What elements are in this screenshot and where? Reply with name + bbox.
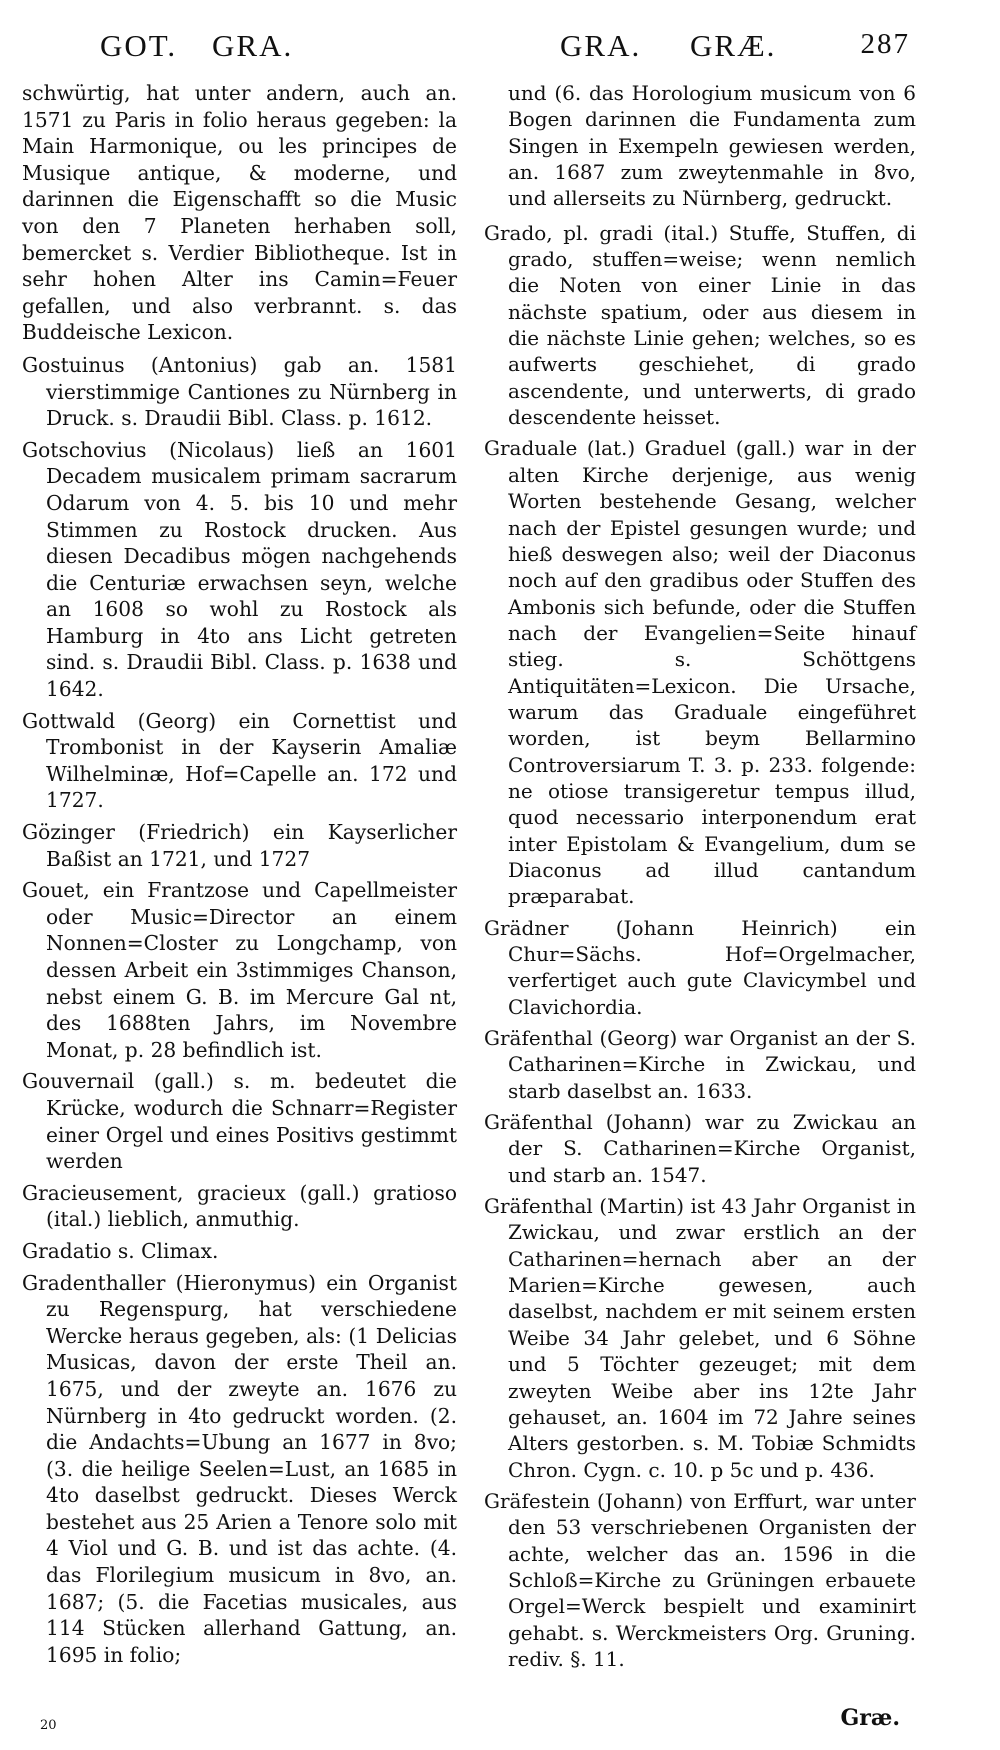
signature-mark: 20 xyxy=(40,1718,57,1733)
running-header xyxy=(90,28,910,70)
entry-grafenthal-georg: Gräfenthal (Georg) war Organist an der S. Catharinen=Kirche in Zwickau, und starb daselbst an. 1633. xyxy=(484,1026,916,1103)
header-left-word-2: GRA. xyxy=(212,28,294,63)
entry-gouet: Gouet, ein Frantzose und Capellmeister oder Music=Director an einem Nonnen=Closter zu Longchamp, von dessen Arbeit ein 3stimmiges Chanson, nebst einem G. B. im Mercure Gal nt, des 1688ten Jahrs, im Novembre Monat, p. 28 befindlich ist. xyxy=(22,878,457,1062)
entry-gostuinus: Gostuinus (Antonius) gab an. 1581 vierstimmige Cantiones zu Nürnberg in Druck. s. Draudii Bibl. Class. p. 1612. xyxy=(22,352,457,431)
page-number: 287 xyxy=(860,28,910,60)
header-left-word-1: GOT. xyxy=(100,28,178,63)
entry-gozinger: Gözinger (Friedrich) ein Kayserlicher Baßist an 1721, und 1727 xyxy=(22,820,457,871)
entry-grafenthal-johann: Gräfenthal (Johann) war zu Zwickau an der S. Catharinen=Kirche Organist, und starb an. 1547. xyxy=(484,1110,916,1187)
header-right-word-2: GRÆ. xyxy=(690,28,777,63)
entry-gradatio: Gradatio s. Climax. xyxy=(22,1238,219,1263)
entry-grado: Grado, pl. gradi (ital.) Stuffe, Stuffen, di grado, stuffen=weise; wenn nemlich die Noten von einer Linie in das nächste spatium, oder aus diesem in die nächste Linie gehen; welches, so es aufwerts geschiehet, di grado ascendente, und unterwerts, di grado descendente heisset. xyxy=(484,220,916,430)
header-right-word-1: GRA. xyxy=(560,28,642,63)
entry-grafestein: Gräfestein (Johann) von Erffurt, war unter den 53 verschriebenen Organisten der achte, welcher das an. 1596 in die Schloß=Kirche zu Grüningen erbauete Orgel=Werck bespielt und examinirt gehabt. s. Werckmeisters Org. Gruning. rediv. §. 11. xyxy=(484,1488,916,1671)
entry-gracieusement: Gracieusement, gracieux (gall.) gratioso (ital.) lieblich, anmuthig. xyxy=(22,1180,457,1232)
entry-gouvernail: Gouvernail (gall.) s. m. bedeutet die Krücke, wodurch die Schnarr=Register einer Orgel und eines Positivs gestimmt werden xyxy=(22,1069,457,1174)
entry-graduale: Graduale (lat.) Graduel (gall.) war in der alten Kirche derjenige, aus wenig Worten bestehende Gesang, welcher nach der Epistel gesungen wurde; und hieß deswegen also; weil der Diaconus noch auf den gradibus oder Stuffen des Ambonis sich befunde, oder die Stuffen nach der Evangelien=Seite hinauf stieg. s. Schöttgens Antiquitäten=Lexicon. Die Ursache, warum das Graduale eingeführet worden, ist beym Bellarmino Controversiarum T. 3. p. 233. folgende: ne otiose transigeretur tempus illud, quod necessario interponendum erat inter Epistolam & Evangelium, dum se Diaconus ad illud cantandum præparabat. xyxy=(484,436,916,909)
entry-gotschovius: Gotschovius (Nicolaus) ließ an 1601 Decadem musicalem primam sacrarum Odarum von 4. 5. bis 10 und mehr Stimmen zu Rostock drucken. Aus diesen Decadibus mögen nachgehends die Centuriæ erwachsen seyn, welche an 1608 so wohl zu Rostock als Hamburg in 4to ans Licht getreten sind. s. Draudii Bibl. Class. p. 1638 und 1642. xyxy=(22,437,457,702)
entry-gradenthaller: Gradenthaller (Hieronymus) ein Organist zu Regenspurg, hat verschiedene Wercke heraus gegeben, als: (1 Delicias Musicas, davon der erste Theil an. 1675, und der zweyte an. 1676 zu Nürnberg in 4to gedruckt worden. (2. die Andachts=Ubung an 1677 in 8vo; (3. die heilige Seelen=Lust, an 1685 in 4to daselbst gedruckt. Dieses Werck bestehet aus 25 Arien a Tenore solo mit 4 Viol und G. B. und ist das achte. (4. das Florilegium musicum in 8vo, an. 1687; (5. die Facetias musicales, aus 114 Stücken allerhand Gattung, an. 1695 in folio; xyxy=(22,1270,457,1667)
entry-continuation: schwürtig, hat unter andern, auch an. 1571 zu Paris in folio heraus gegeben: la Main Harmonique, ou les principes de Musique antique, & moderne, und darinnen die Eigenschafft so die Music von den 7 Planeten herhaben soll, bemercket s. Verdier Bibliotheque. Ist in sehr hohen Alter ins Camin=Feuer gefallen, und also verbrannt. s. das Buddeische Lexicon. xyxy=(22,81,457,345)
entry-grafenthal-martin: Gräfenthal (Martin) ist 43 Jahr Organist in Zwickau, und zwar erstlich an der Catharinen=hernach aber an der Marien=Kirche gewesen, auch daselbst, nachdem er mit seinem ersten Weibe 34 Jahr gelebet, und 6 Söhne und 5 Töchter gezeuget; mit dem zweyten Weibe aber ins 12te Jahr gehauset, an. 1604 im 72 Jahre seines Alters gestorben. s. M. Tobiæ Schmidts Chron. Cygn. c. 10. p 5c und p. 436. xyxy=(484,1194,916,1482)
right-column xyxy=(484,80,916,1677)
catchword: Græ. xyxy=(840,1705,900,1731)
left-column xyxy=(22,80,457,1673)
entry-continuation-right: und (6. das Horologium musicum von 6 Bogen darinnen die Fundamenta zum Singen in Exempeln gewiesen werden, an. 1687 zum zweytenmahle in 8vo, und allerseits zu Nürnberg, gedruckt. xyxy=(508,81,916,211)
entry-gradner: Grädner (Johann Heinrich) ein Chur=Sächs. Hof=Orgelmacher, verfertiget auch gute Clavicymbel und Clavichordia. xyxy=(484,915,916,1019)
entry-gottwald: Gottwald (Georg) ein Cornettist und Trombonist in der Kayserin Amaliæ Wilhelminæ, Hof=Capelle an. 172 und 1727. xyxy=(22,708,457,813)
